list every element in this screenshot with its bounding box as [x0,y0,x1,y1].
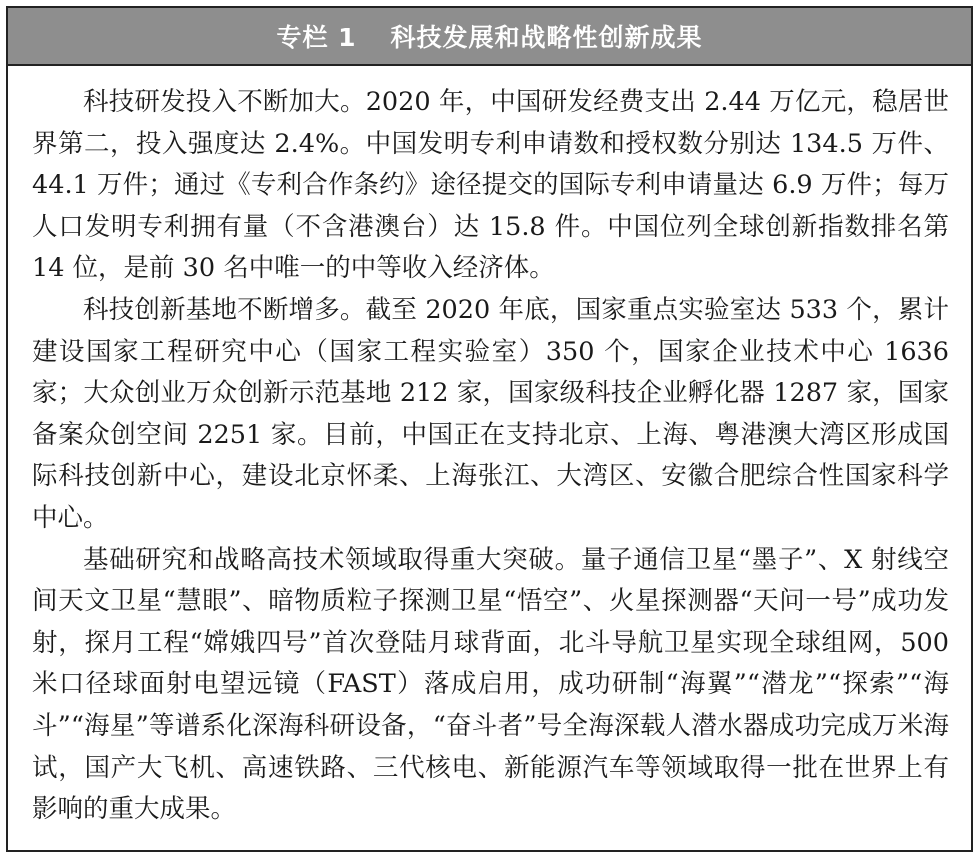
paragraph-breakthroughs: 基础研究和战略高技术领域取得重大突破。量子通信卫星“墨子”、X 射线空间天文卫星“慧眼”、暗物质粒子探测卫星“悟空”、火星探测器“天问一号”成功发射，探月工程“嫦娥四号”首次登陆月球背面，北斗导航卫星实现全球组网，500 米口径球面射电望远镜（FAST）落成启用，成功研制“海翼”“潜龙”“探索”“海斗”“海星”等谱系化深海科研设备，“奋斗者”号全海深载人潜水器成功完成万米海试，国产大飞机、高速铁路、三代核电、新能源汽车等领域取得一批在世界上有影响的重大成果。 [32,544,949,825]
box-heading [276,18,702,54]
box-body [8,66,971,831]
box-label: 专栏 1 [276,23,357,52]
box-title: 科技发展和战略性创新成果 [390,23,703,52]
paragraph-research-investment: 科技研发投入不断加大。2020 年，中国研发经费支出 2.44 万亿元，稳居世界第二，投入强度达 2.4%。中国发明专利申请数和授权数分别达 134.5 万件、44.1 万件；通过《专利合作条约》途径提交的国际专利申请量达 6.9 万件；每万人口发明专利拥有量（不含港澳台）达 15.8 件。中国位列全球创新指数排名第 14 位，是前 30 名中唯一的中等收入经济体。 [32,87,949,284]
feature-box [6,6,973,852]
box-header [8,8,971,66]
paragraph-innovation-bases: 科技创新基地不断增多。截至 2020 年底，国家重点实验室达 533 个，累计建设国家工程研究中心（国家工程实验室）350 个，国家企业技术中心 1636 家；大众创业万众创新示范基地 212 家，国家级科技企业孵化器 1287 家，国家备案众创空间 2251 家。目前，中国正在支持北京、上海、粤港澳大湾区形成国际科技创新中心，建设北京怀柔、上海张江、大湾区、安徽合肥综合性国家科学中心。 [32,294,949,533]
